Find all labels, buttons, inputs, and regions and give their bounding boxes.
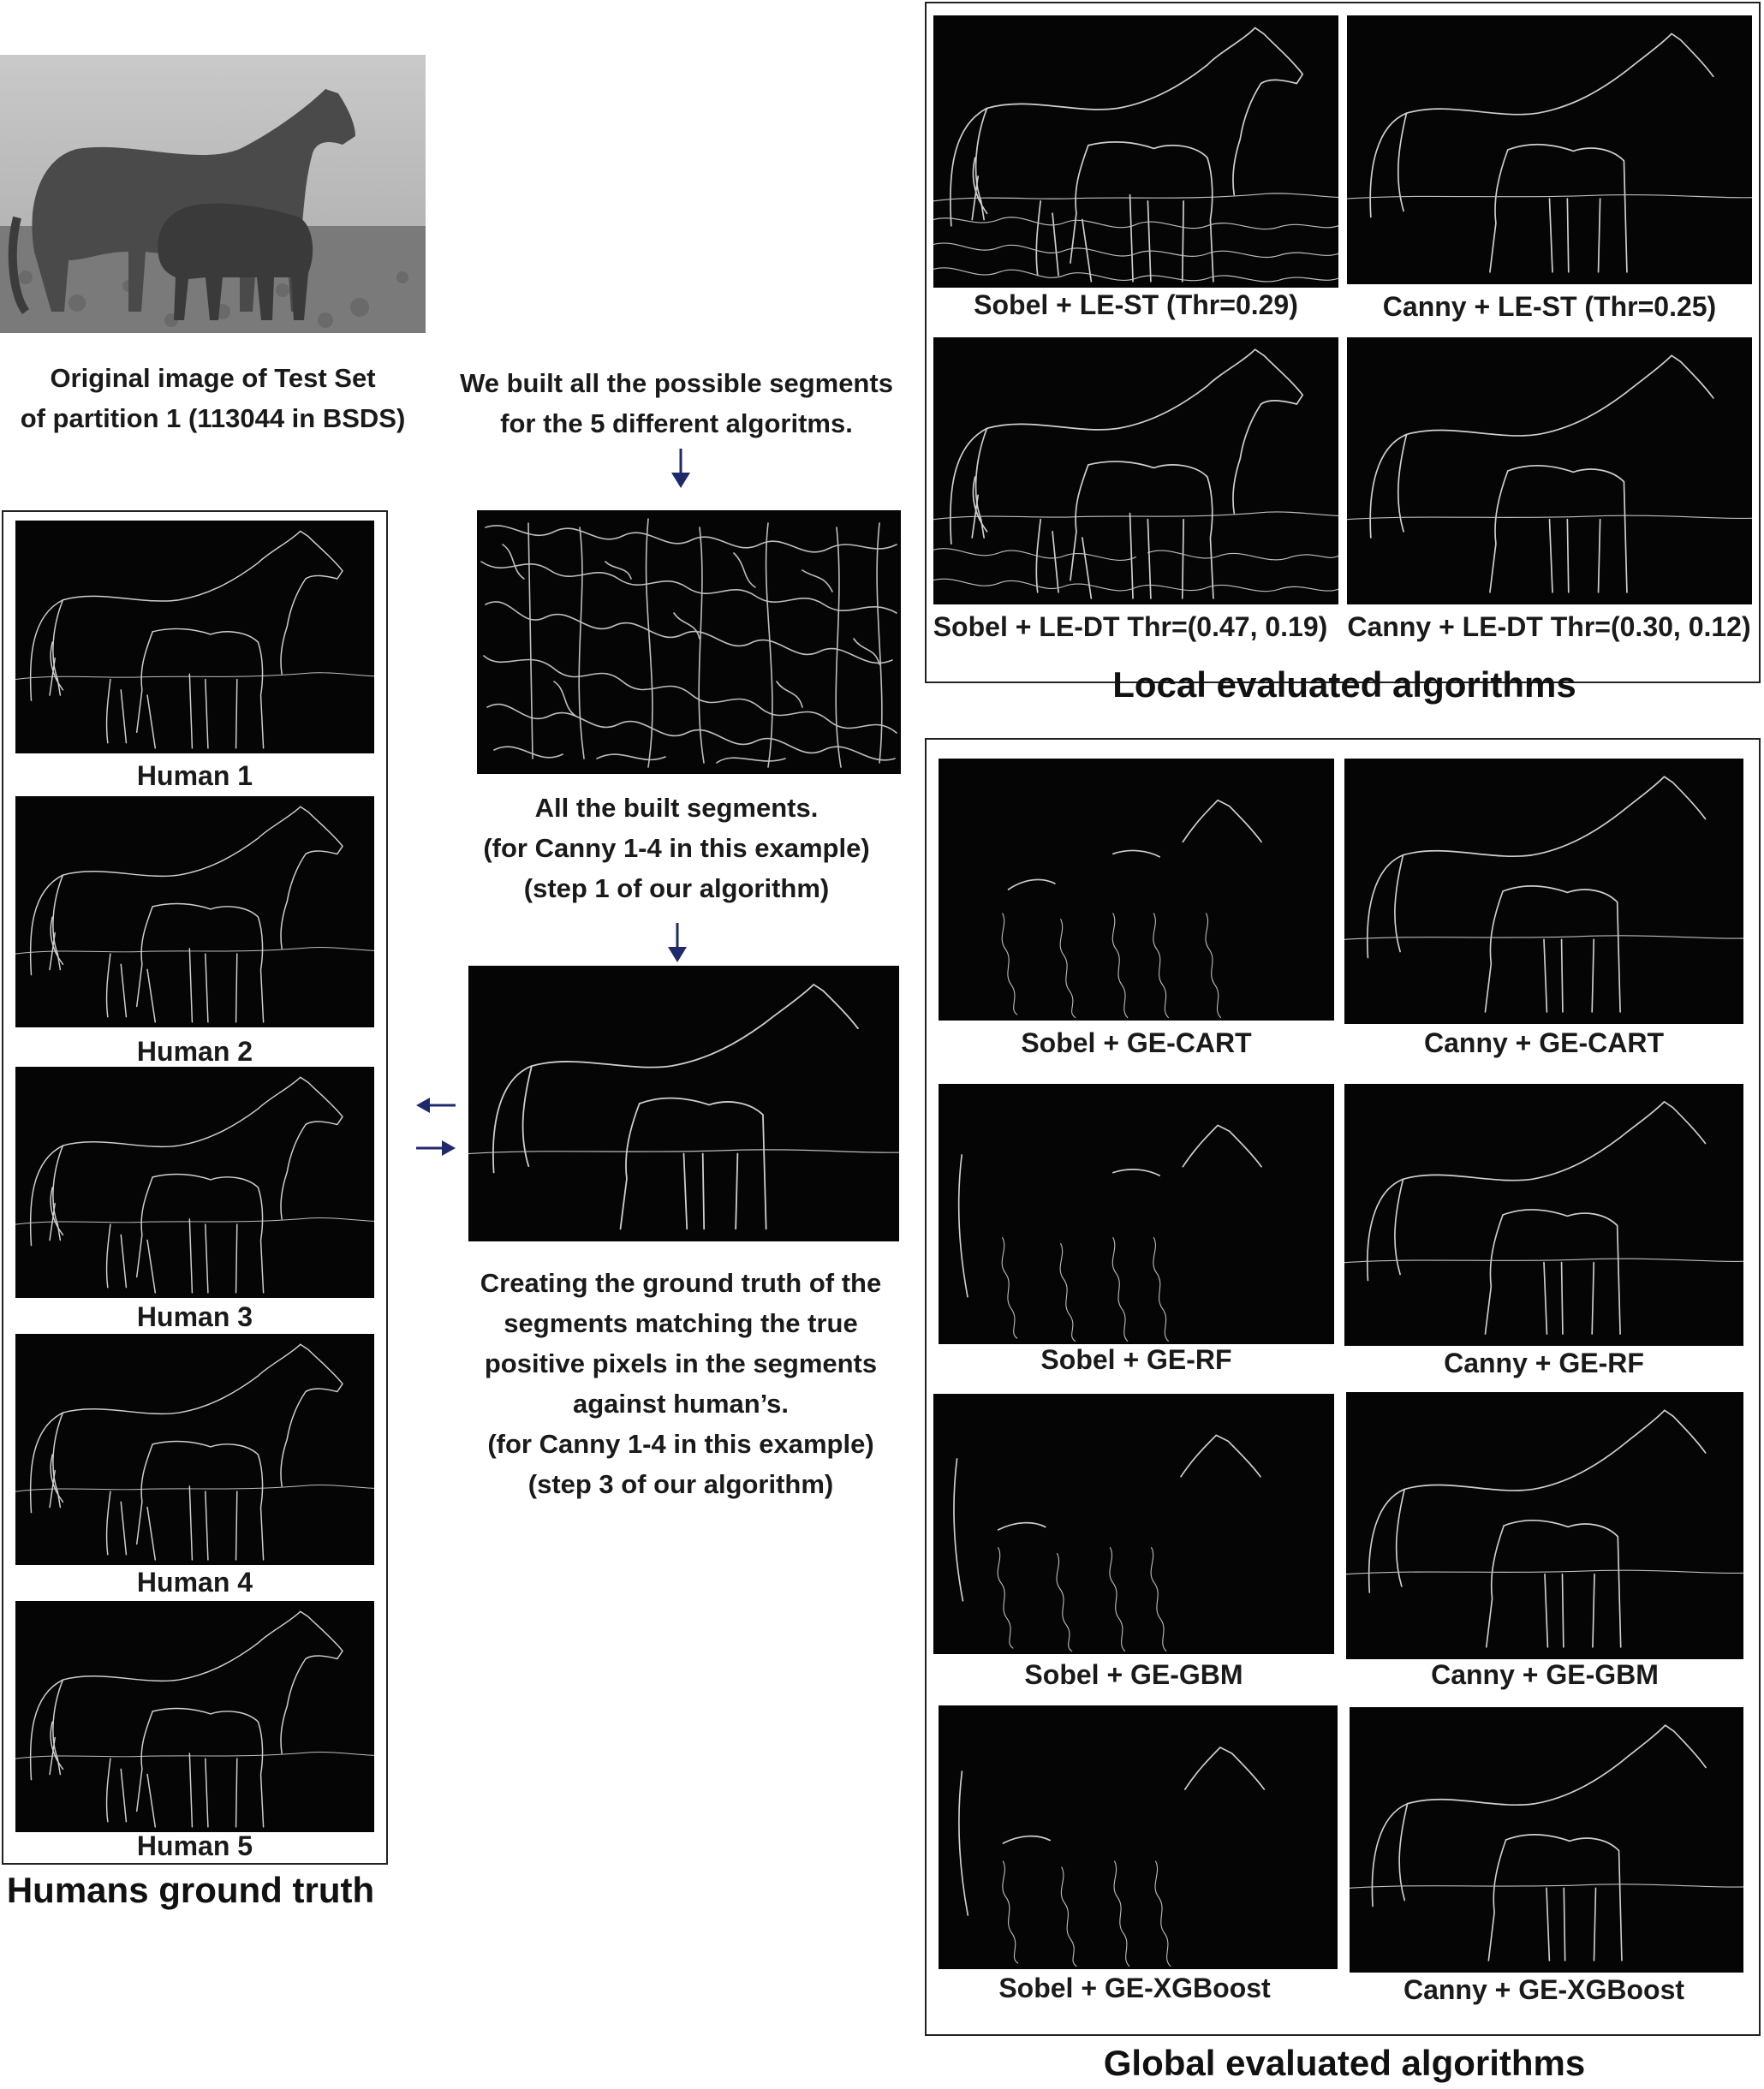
original-caption-line2: of partition 1 (113044 in BSDS)	[20, 403, 406, 433]
global-label-7: Sobel + GE-XGBoost	[998, 1973, 1271, 2003]
gt-caption-line2: segments matching the true	[504, 1308, 858, 1338]
global-label-1: Sobel + GE-CART	[1021, 1027, 1252, 1058]
human-1-label: Human 1	[136, 760, 253, 791]
human-3-image	[15, 1067, 374, 1298]
step-intro-line1: We built all the possible segments	[460, 368, 893, 398]
global-sobel-gbm-image	[933, 1394, 1334, 1654]
original-photo	[0, 55, 426, 333]
human-1-image	[15, 521, 374, 753]
global-label-2: Canny + GE-CART	[1423, 1027, 1665, 1058]
human-4-label: Human 4	[136, 1567, 253, 1598]
local-sobel-st-image	[933, 15, 1338, 288]
global-canny-gbm-image	[1346, 1392, 1743, 1659]
human-5-label: Human 5	[136, 1830, 253, 1861]
built-segments-caption	[432, 788, 921, 908]
global-label-3: Sobel + GE-RF	[1040, 1344, 1232, 1375]
local-canny-st-image	[1347, 15, 1752, 284]
global-label-8: Canny + GE-XGBoost	[1403, 1974, 1685, 2005]
local-sobel-dt-image	[933, 337, 1338, 604]
original-caption	[0, 358, 426, 438]
down-arrow-2	[664, 921, 690, 964]
human-2-image	[15, 796, 374, 1027]
gt-caption-line5: (for Canny 1-4 in this example)	[487, 1429, 874, 1459]
global-sobel-xgboost-image	[939, 1705, 1338, 1969]
global-canny-xgboost-image	[1350, 1707, 1743, 1973]
human-4-image	[15, 1334, 374, 1565]
global-canny-rf-image	[1344, 1084, 1743, 1346]
ground-truth-caption	[432, 1263, 929, 1504]
global-canny-cart-image	[1344, 759, 1743, 1024]
global-title: Global evaluated algorithms	[1103, 2043, 1586, 2083]
step-intro-line2: for the 5 different algoritms.	[500, 408, 853, 438]
gt-caption-line4: against human’s.	[572, 1389, 790, 1419]
local-label-4: Canny + LE-DT Thr=(0.30, 0.12)	[1347, 611, 1751, 642]
right-arrow	[414, 1137, 457, 1159]
human-3-label: Human 3	[136, 1301, 253, 1332]
built-segments-image	[477, 510, 901, 774]
built-caption-line3: (step 1 of our algorithm)	[523, 873, 830, 903]
local-label-2: Canny + LE-ST (Thr=0.25)	[1382, 291, 1717, 322]
gt-caption-line3: positive pixels in the segments	[484, 1348, 878, 1378]
gt-caption-line1: Creating the ground truth of the	[480, 1268, 882, 1298]
humans-title: Humans ground truth	[6, 1870, 375, 1910]
built-caption-line1: All the built segments.	[534, 793, 819, 823]
local-title: Local evaluated algorithms	[1112, 664, 1576, 705]
step-intro-text	[432, 363, 921, 443]
local-label-3: Sobel + LE-DT Thr=(0.47, 0.19)	[933, 611, 1328, 642]
built-caption-line2: (for Canny 1-4 in this example)	[483, 833, 870, 863]
global-label-4: Canny + GE-RF	[1444, 1348, 1644, 1378]
global-sobel-rf-image	[939, 1084, 1334, 1344]
local-label-1: Sobel + LE-ST (Thr=0.29)	[974, 289, 1298, 320]
down-arrow-1	[668, 447, 694, 490]
global-sobel-cart-image	[939, 759, 1334, 1021]
global-label-6: Canny + GE-GBM	[1431, 1659, 1659, 1690]
segments-ground-truth-image	[468, 966, 899, 1241]
gt-caption-line6: (step 3 of our algorithm)	[527, 1469, 834, 1499]
human-5-image	[15, 1601, 374, 1832]
human-2-label: Human 2	[136, 1036, 253, 1067]
original-caption-line1: Original image of Test Set	[50, 363, 376, 393]
local-canny-dt-image	[1347, 337, 1752, 604]
global-label-5: Sobel + GE-GBM	[1024, 1659, 1243, 1690]
left-arrow	[414, 1094, 457, 1116]
